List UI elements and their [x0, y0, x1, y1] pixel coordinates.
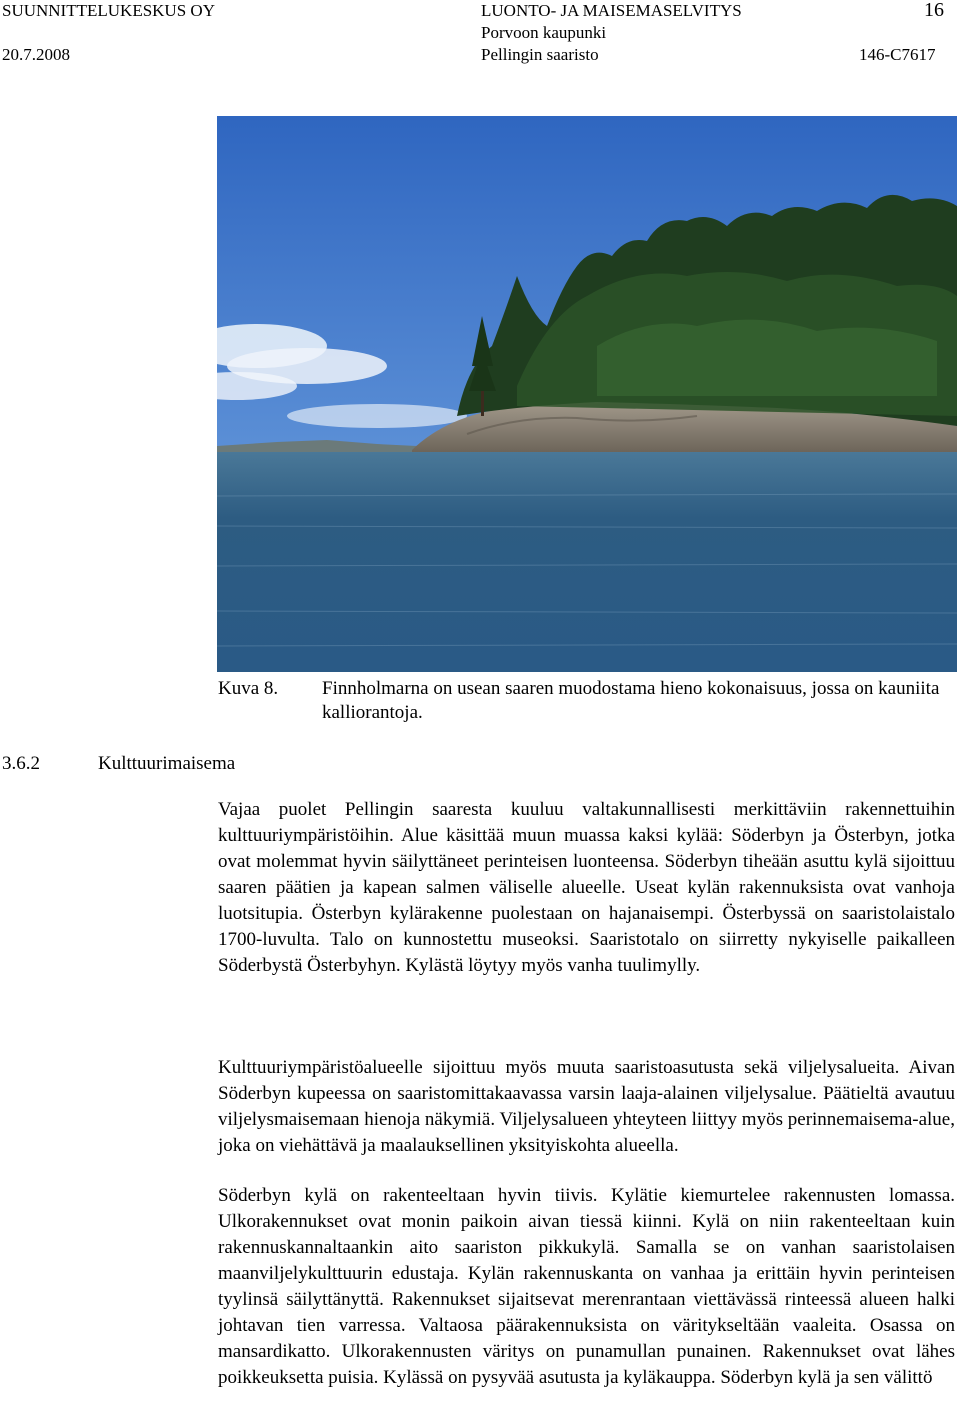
document-date: 20.7.2008	[2, 45, 70, 64]
report-title: LUONTO- JA MAISEMASELVITYS	[481, 1, 742, 20]
project-code: 146-C7617	[859, 45, 936, 64]
section-title: Kulttuurimaisema	[98, 753, 236, 774]
figure-caption: Finnholmarna on usean saaren muodostama hieno kokonaisuus, jossa on kauniita kalliorantoja.	[322, 678, 940, 723]
area-name: Pellingin saaristo	[481, 45, 599, 64]
figure-photo	[217, 116, 957, 672]
body-paragraph-1: Vajaa puolet Pellingin saaresta kuuluu valtakunnallisesti merkittäviin rakennettuihin kulttuuriympäristöihin. Alue käsittää muun muassa kaksi kylää: Söderbyn ja Österbyn, jotka ovat molemmat hyvin säilyttäneet perinteisen luonteensa. Söderbyn tiheään asuttu kylä sijoittuu saaren päätien ja kapean salmen väliselle alueelle. Useat kylän rakennuksista ovat vanhoja luotsitupia. Österbyn kylärakenne puolestaan on hajanaisempi. Österbyssä on saaristolaistalo 1700-luvulta. Talo on kunnostettu museoksi. Saaristotalo on siirretty nykyiselle paikalleen Söderbystä Österbyhyn. Kylästä löytyy myös vanha tuulimylly.	[218, 799, 955, 976]
municipality: Porvoon kaupunki	[481, 23, 607, 42]
figure-label: Kuva 8.	[218, 678, 279, 699]
company-name: SUUNNITTELUKESKUS OY	[2, 1, 215, 20]
body-paragraph-3: Söderbyn kylä on rakenteeltaan hyvin tiivis. Kylätie kiemurtelee rakennusten lomassa. Ulkorakennukset ovat monin paikoin aivan tiessä kiinni. Kylä on niin rakenteeltaan kuin rakennuskannaltaankin aito saariston pikkukylä. Samalla se on vanhan saaristolaisen maanviljelykulttuurin edustaja. Kylän rakennuskanta on vanhaa ja erittäin hyvin perinteisen tyylinsä säilyttänyttä. Rakennukset sijaitsevat merenrantaan viettävässä rinteessä alueen halki johtavan tien varressa. Valtaosa päärakennuksista on väritykseltään vaaleita. Osassa on mansardikatto. Ulkorakennusten väritys on punamullan punainen. Rakennukset ovat lähes poikkeuksetta puisia. Kylässä on pysyvää asutusta ja kyläkauppa. Söderbyn kylä ja sen välittö	[218, 1185, 955, 1388]
body-paragraph-2: Kulttuuriympäristöalueelle sijoittuu myös muuta saaristoasutusta sekä viljelysalueita. Aivan Söderbyn kupeessa on saaristomittakaavassa varsin laaja-alainen viljelysalue. Päätieltä avautuu viljelysmaisemaan hienoja näkymiä. Viljelysalueen yhteyteen liittyy myös perinnemaisema-alue, joka on viehättävä ja maalauksellinen yksityiskohta alueella.	[218, 1057, 955, 1156]
page-number: 16	[924, 0, 944, 21]
section-number: 3.6.2	[2, 753, 40, 774]
